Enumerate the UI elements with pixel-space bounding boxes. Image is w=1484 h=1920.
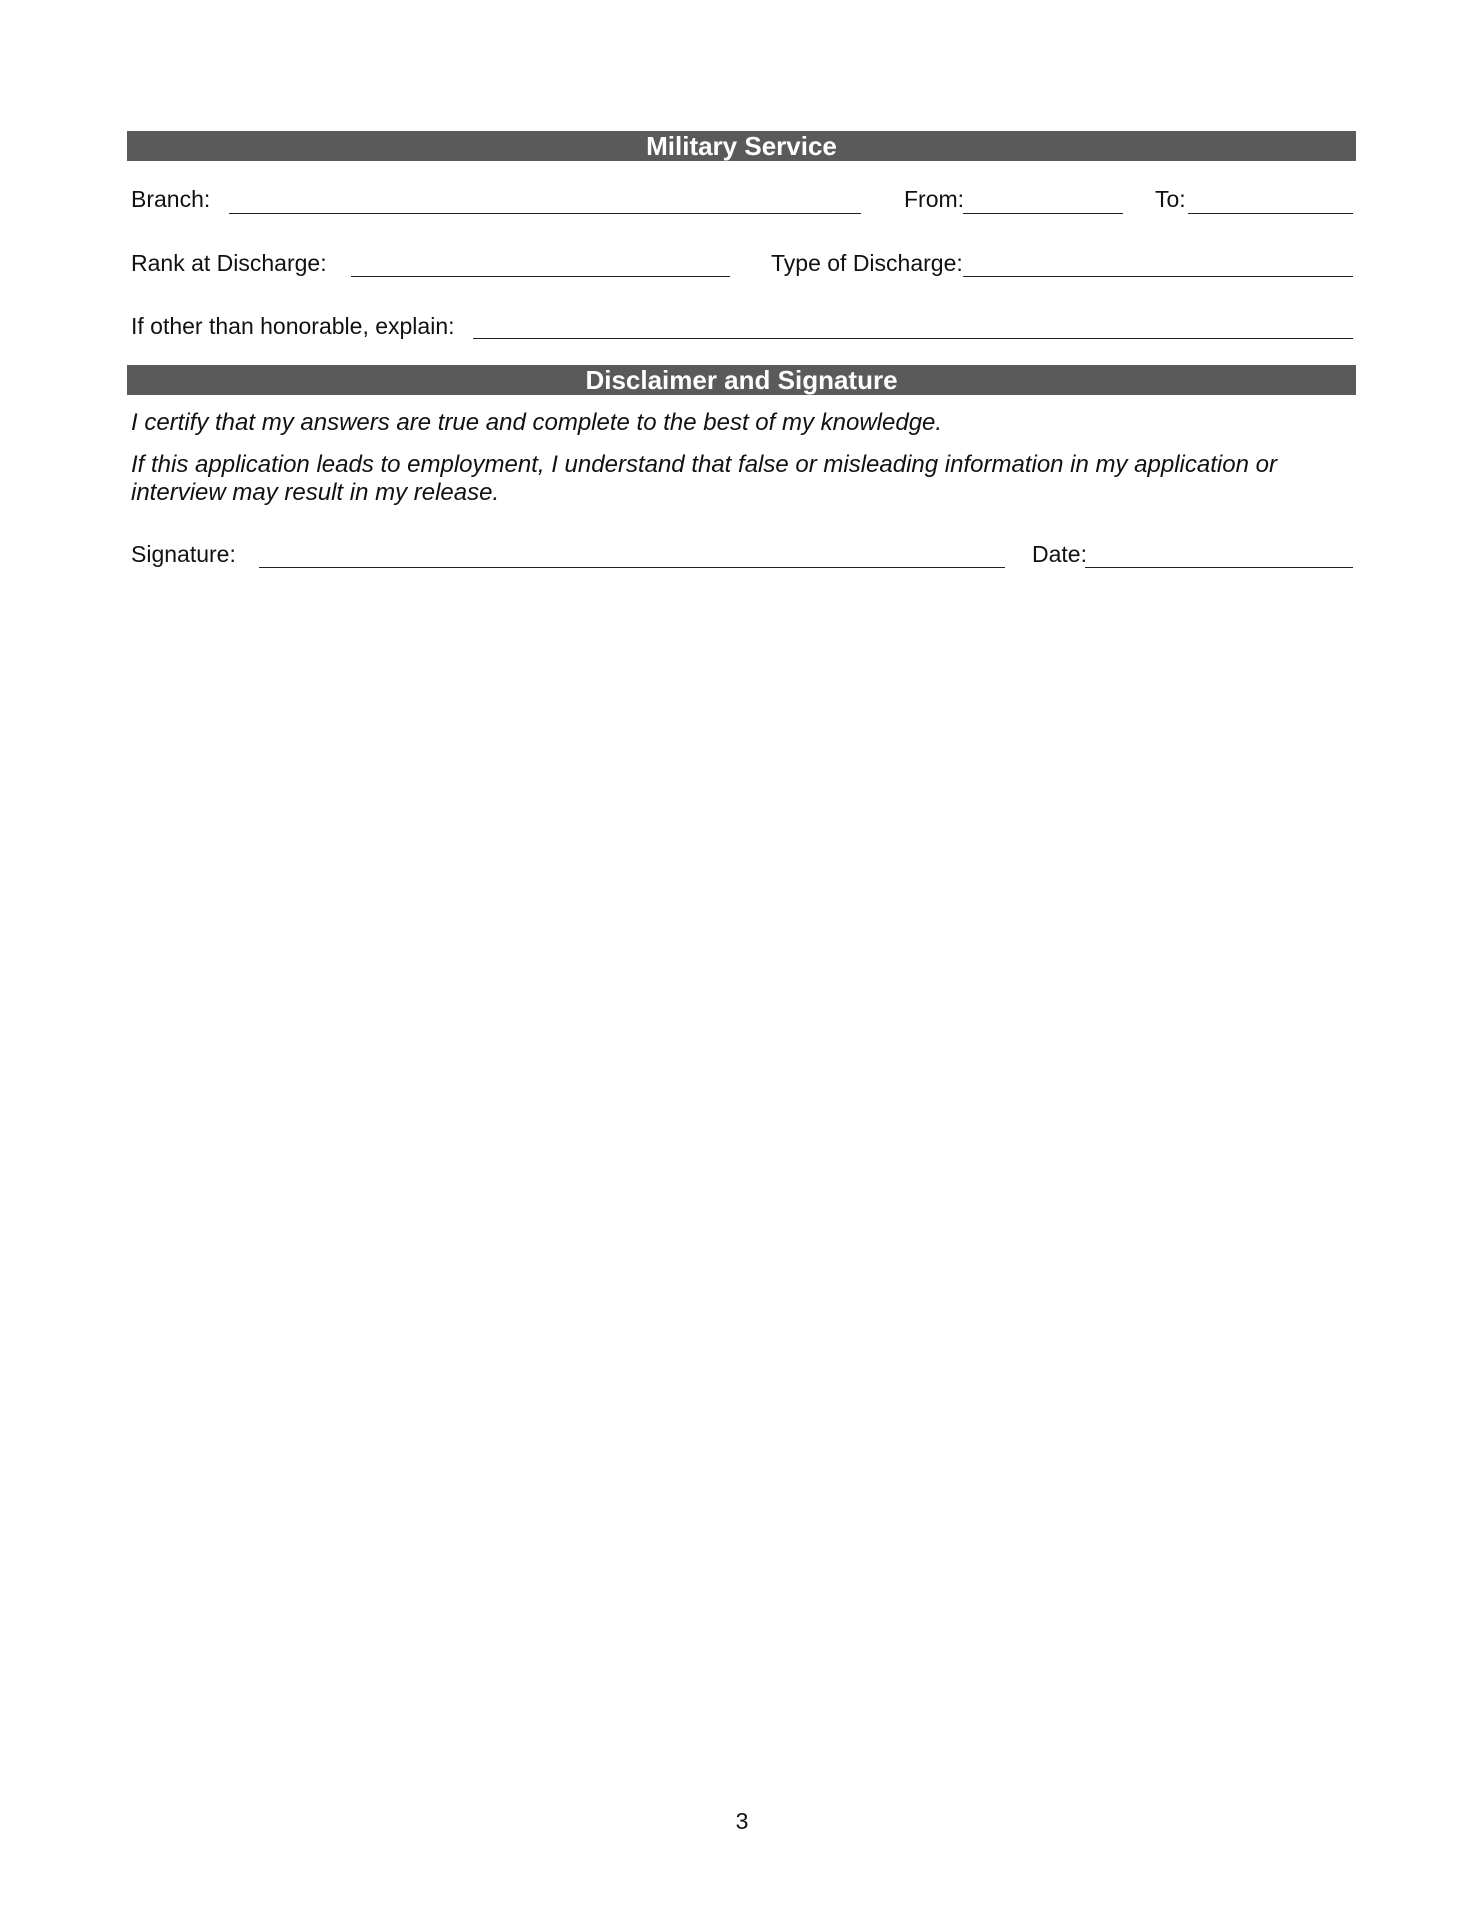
date-field[interactable] xyxy=(1085,567,1353,568)
from-label: From: xyxy=(904,186,965,212)
signature-field[interactable] xyxy=(259,567,1005,568)
discharge-type-label: Type of Discharge: xyxy=(771,250,963,276)
page-number: 3 xyxy=(735,1808,749,1834)
employment-statement-line2: interview may result in my release. xyxy=(131,479,500,506)
date-label: Date: xyxy=(1032,541,1087,567)
rank-label: Rank at Discharge: xyxy=(131,250,327,276)
rank-field[interactable] xyxy=(351,276,730,277)
employment-statement-line1: If this application leads to employment, I understand that false or misleading information in my application or xyxy=(131,451,1277,478)
branch-field[interactable] xyxy=(229,213,861,214)
to-label: To: xyxy=(1155,186,1186,212)
discharge-type-field[interactable] xyxy=(963,276,1353,277)
military-service-header: Military Service xyxy=(127,131,1356,161)
certify-statement: I certify that my answers are true and complete to the best of my knowledge. xyxy=(131,409,943,436)
explain-field[interactable] xyxy=(473,338,1353,339)
to-date-field[interactable] xyxy=(1188,213,1353,214)
branch-label: Branch: xyxy=(131,186,211,212)
from-date-field[interactable] xyxy=(963,213,1123,214)
explain-label: If other than honorable, explain: xyxy=(131,313,455,339)
signature-label: Signature: xyxy=(131,541,236,567)
disclaimer-header: Disclaimer and Signature xyxy=(127,365,1356,395)
